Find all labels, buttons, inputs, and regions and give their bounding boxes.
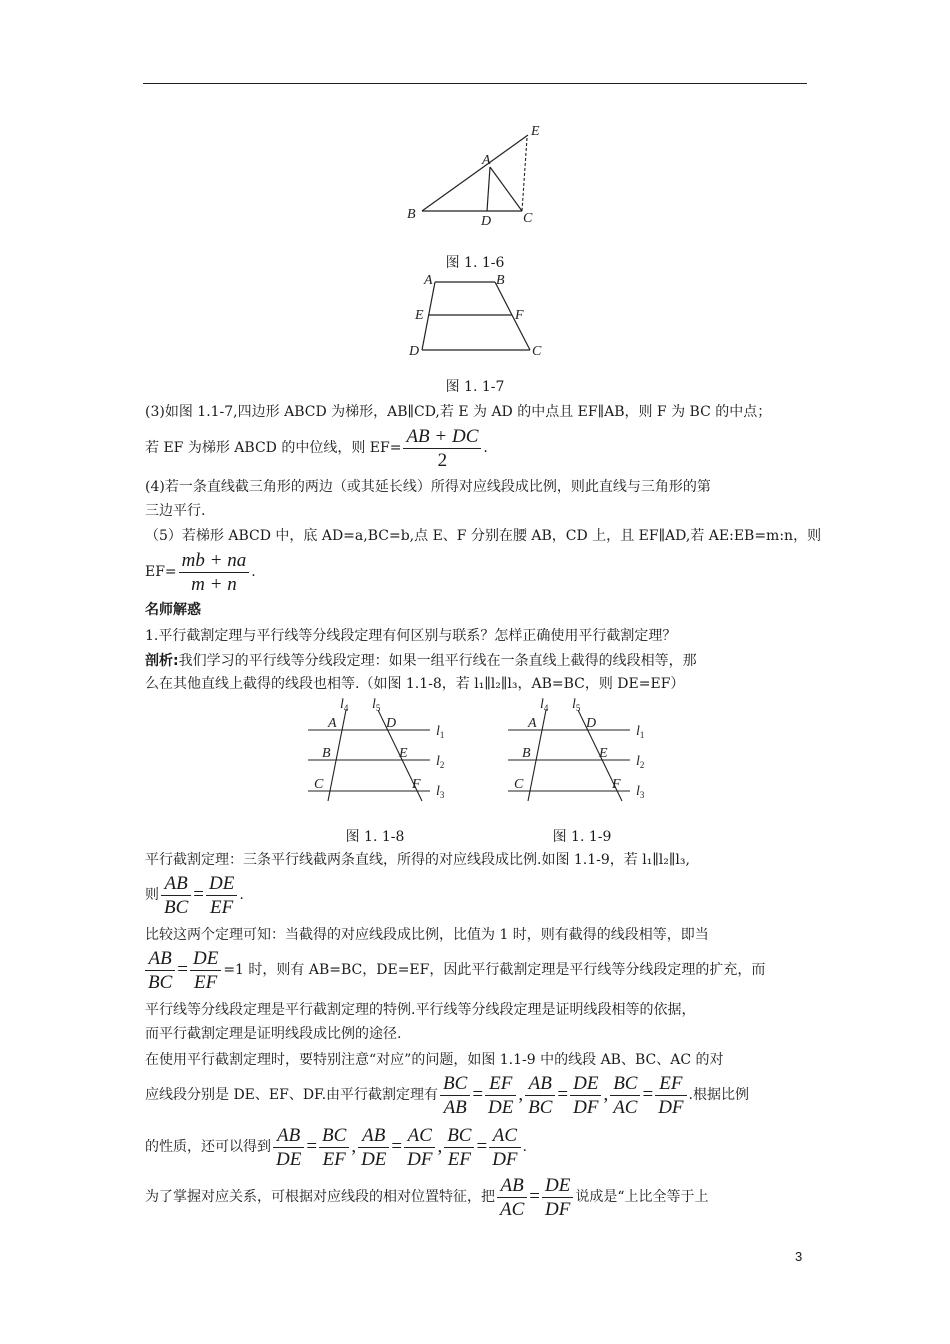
- fraction-ab-de-2: [358, 1124, 389, 1171]
- fig8-label-d: D: [386, 716, 397, 731]
- frac-den: m + n: [191, 573, 237, 595]
- fraction-ac-df: [404, 1124, 435, 1171]
- comma: ,: [518, 1084, 524, 1105]
- section-title: 名师解惑: [145, 602, 201, 618]
- fig6-label-b: B: [407, 207, 416, 222]
- frac-num: EF: [655, 1072, 686, 1096]
- frac-num: AB: [497, 1174, 527, 1198]
- usage-line3: [145, 1122, 527, 1172]
- figure-1-1-7: [400, 272, 560, 362]
- figure-1-1-8: [300, 696, 460, 806]
- equals-sign: =: [642, 1084, 654, 1105]
- fraction-ab-de: [273, 1124, 304, 1171]
- fraction-ef-df: [655, 1072, 686, 1119]
- equals-sign: =: [306, 1136, 318, 1157]
- fig8-label-l2: $l_2$: [436, 754, 445, 770]
- equals-sign: =: [476, 1136, 488, 1157]
- fraction-mb-na-over-m-n: [179, 549, 250, 596]
- fig8-label-l4: $l_4$: [340, 697, 349, 713]
- fig9-label-l1: $l_1$: [636, 724, 645, 740]
- fig7-label-d: D: [409, 344, 420, 359]
- frac-den: DE: [488, 1096, 514, 1118]
- compare-line1: 比较这两个定理可知：当截得的对应线段成比例，比值为 1 时，则有截得的线段相等，即当: [145, 927, 709, 943]
- fig9-label-l2: $l_2$: [636, 754, 645, 770]
- figure-1-1-9: [500, 696, 660, 806]
- fig6-label-c: C: [523, 211, 533, 226]
- compare-text: =1 时，则有 AB=BC，DE=EF，因此平行截割定理是平行线等分线段定理的扩充，而: [223, 962, 766, 978]
- fig7-label-f: F: [515, 308, 524, 323]
- equals-sign: =: [472, 1084, 484, 1105]
- fig7-label-e: E: [415, 308, 424, 323]
- comma: ,: [437, 1136, 443, 1157]
- last-text-tail: 说成是“上比全等于上: [575, 1189, 709, 1205]
- frac-den: DF: [573, 1096, 599, 1118]
- frac-den: EF: [447, 1148, 471, 1170]
- para4-line2: 三边平行.: [145, 503, 206, 519]
- frac-den: AC: [500, 1198, 525, 1220]
- fig9-label-c: C: [514, 777, 524, 792]
- fig7-label-c: C: [532, 344, 542, 359]
- last-line: [145, 1172, 709, 1222]
- fraction-ab-dc-over-2: [403, 425, 481, 472]
- fig8-label-c: C: [314, 777, 324, 792]
- equals-sign: =: [177, 959, 188, 980]
- page-number: 3: [795, 1249, 803, 1264]
- fraction-ab-ac: [497, 1174, 527, 1221]
- fig9-label-l5: $l_5$: [572, 697, 581, 713]
- fraction-ef-de: [485, 1072, 516, 1119]
- fig7-label-a: A: [424, 273, 433, 288]
- fig9-label-d: D: [586, 716, 597, 731]
- analysis-label: 剖析:: [145, 653, 179, 669]
- frac-den: BC: [148, 971, 173, 993]
- fraction-ab-bc: [525, 1072, 555, 1119]
- frac-num: AB: [525, 1072, 555, 1096]
- period: .: [239, 887, 244, 903]
- theorem-line1: 平行截割定理：三条平行线截两条直线，所得的对应线段成比例.如图 1.1-9，若 l₁∥l₂∥l₃,: [145, 852, 690, 868]
- last-text: 为了掌握对应关系，可根据对应线段的相对位置特征，把: [145, 1189, 495, 1205]
- fraction-ab-bc: [145, 947, 175, 994]
- frac-num: EF: [485, 1072, 516, 1096]
- caption-fig-1-1-6: 图 1. 1-6: [445, 255, 505, 271]
- figure-1-1-6: [400, 118, 560, 230]
- fraction-de-df: [570, 1072, 601, 1119]
- fraction-bc-ef-2: [444, 1124, 474, 1171]
- frac-num: DE: [542, 1174, 573, 1198]
- period: .: [251, 564, 256, 580]
- comma: ,: [603, 1084, 609, 1105]
- frac-den: AC: [613, 1096, 638, 1118]
- frac-den: DF: [492, 1148, 518, 1170]
- frac-den: EF: [210, 896, 234, 918]
- fig8-label-b: B: [322, 746, 331, 761]
- fig6-label-d: D: [481, 214, 492, 229]
- para3-line2: [145, 424, 488, 472]
- fraction-de-df: [542, 1174, 573, 1221]
- para3-line1: (3)如图 1.1-7,四边形 ABCD 为梯形，AB∥CD,若 E 为 AD 的中点且 EF∥AB，则 F 为 BC 的中点；: [145, 404, 772, 420]
- fig8-label-a: A: [328, 716, 337, 731]
- fig8-label-l3: $l_3$: [436, 784, 445, 800]
- equals-sign: =: [529, 1186, 540, 1207]
- fig8-label-e: E: [399, 746, 408, 761]
- frac-den: BC: [164, 896, 189, 918]
- frac-den: 2: [437, 449, 448, 471]
- frac-num: AB: [145, 947, 175, 971]
- analysis-text: 我们学习的平行线等分线段定理：如果一组平行线在一条直线上截得的线段相等，那: [178, 653, 697, 669]
- fig9-label-l4: $l_4$: [540, 697, 549, 713]
- frac-num: AB + DC: [403, 425, 481, 449]
- caption-fig-1-1-9: 图 1. 1-9: [552, 829, 612, 845]
- equals-sign: =: [391, 1136, 403, 1157]
- fraction-ac-df-2: [489, 1124, 520, 1171]
- frac-num: DE: [190, 947, 221, 971]
- frac-num: AB: [161, 872, 191, 896]
- fraction-de-ef: [190, 947, 221, 994]
- frac-den: AB: [443, 1096, 467, 1118]
- analysis-line2: 么在其他直线上截得的线段也相等.（如图 1.1-8，若 l₁∥l₂∥l₃，AB=BC，则 DE=EF）: [145, 676, 685, 692]
- equals-sign: =: [193, 884, 204, 905]
- caption-fig-1-1-8: 图 1. 1-8: [345, 829, 405, 845]
- fig9-label-a: A: [528, 716, 537, 731]
- comma: ,: [351, 1136, 357, 1157]
- frac-den: DF: [407, 1148, 433, 1170]
- para5-line2: [145, 548, 256, 596]
- fig7-label-b: B: [496, 273, 505, 288]
- frac-num: BC: [444, 1124, 474, 1148]
- fig8-label-f: F: [412, 777, 421, 792]
- frac-num: BC: [610, 1072, 640, 1096]
- fraction-bc-ef: [319, 1124, 349, 1171]
- frac-num: DE: [570, 1072, 601, 1096]
- compare-line4: 而平行截割定理是证明线段成比例的途径.: [145, 1026, 402, 1042]
- para5-line1: （5）若梯形 ABCD 中，底 AD=a,BC=b,点 E、F 分别在腰 AB，CD 上，且 EF∥AD,若 AE:EB=m:n，则: [145, 528, 822, 544]
- fig9-label-b: B: [522, 746, 531, 761]
- fraction-bc-ab: [440, 1072, 470, 1119]
- frac-den: DE: [276, 1148, 302, 1170]
- fig9-label-e: E: [599, 746, 608, 761]
- frac-num: AC: [404, 1124, 435, 1148]
- caption-fig-1-1-7: 图 1. 1-7: [445, 379, 505, 395]
- compare-line3: 平行线等分线段定理是平行截割定理的特例.平行线等分线段定理是证明线段相等的依据，: [145, 1002, 696, 1018]
- period: .: [483, 440, 488, 456]
- fig9-label-l3: $l_3$: [636, 784, 645, 800]
- frac-den: DF: [545, 1198, 571, 1220]
- usage-line1: 在使用平行截割定理时，要特别注意“对应”的问题，如图 1.1-9 中的线段 AB、BC、AC 的对: [145, 1052, 724, 1068]
- usage-line2: [145, 1070, 749, 1120]
- frac-num: BC: [319, 1124, 349, 1148]
- para4-line1: (4)若一条直线截三角形的两边（或其延长线）所得对应线段成比例，则此直线与三角形的第: [145, 479, 711, 495]
- frac-den: BC: [528, 1096, 553, 1118]
- usage-text: 应线段分别是 DE、EF、DF.由平行截割定理有: [145, 1087, 439, 1103]
- period: .: [522, 1139, 527, 1155]
- compare-line2: [145, 945, 765, 995]
- header-rule: [143, 83, 807, 84]
- theorem-line2: [145, 870, 244, 920]
- fraction-ab-bc: [161, 872, 191, 919]
- usage-text-tail: .根据比例: [688, 1087, 749, 1103]
- usage-text: 的性质，还可以得到: [145, 1139, 271, 1155]
- fraction-bc-ac: [610, 1072, 640, 1119]
- frac-num: mb + na: [179, 549, 250, 573]
- question-1: 1.平行截割定理与平行线等分线段定理有何区别与联系？怎样正确使用平行截割定理？: [145, 628, 677, 644]
- fig6-label-e: E: [531, 124, 540, 139]
- fig8-label-l1: $l_1$: [436, 724, 445, 740]
- frac-num: BC: [440, 1072, 470, 1096]
- para5-text: EF=: [145, 564, 177, 580]
- frac-num: DE: [206, 872, 237, 896]
- frac-den: EF: [322, 1148, 346, 1170]
- frac-num: AB: [273, 1124, 304, 1148]
- fig8-label-l5: $l_5$: [372, 697, 381, 713]
- frac-den: EF: [194, 971, 218, 993]
- frac-den: DE: [361, 1148, 387, 1170]
- para3-text: 若 EF 为梯形 ABCD 的中位线，则 EF=: [145, 440, 402, 456]
- theorem-then: 则: [145, 887, 159, 903]
- analysis-line1: [145, 651, 697, 671]
- frac-num: AC: [489, 1124, 520, 1148]
- fig6-label-a: A: [482, 153, 491, 168]
- frac-den: DF: [658, 1096, 684, 1118]
- fraction-de-ef: [206, 872, 237, 919]
- frac-num: AB: [358, 1124, 389, 1148]
- fig9-label-f: F: [612, 777, 621, 792]
- equals-sign: =: [557, 1084, 569, 1105]
